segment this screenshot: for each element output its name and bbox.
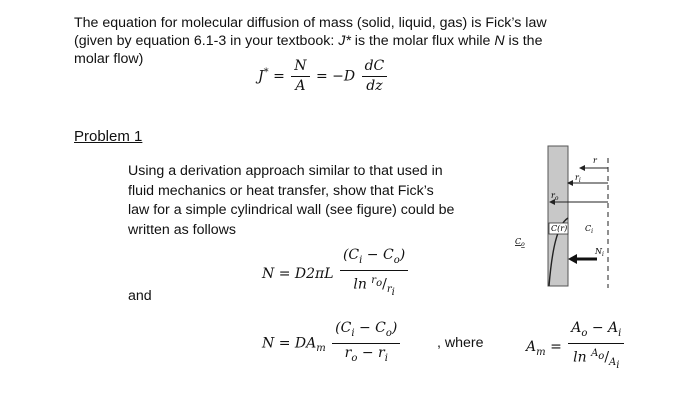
cylindrical-flow-equation-log <box>262 247 410 301</box>
flow-over-area-fraction <box>291 58 309 95</box>
fraction-denominator: $\ln ^{A_o}/_{A_i}$ <box>573 347 620 372</box>
subscript: m <box>536 346 546 358</box>
cylindrical-flow-equation-mean-area <box>262 320 402 367</box>
problem-paragraph <box>128 162 473 240</box>
ci-label: $C_i$ <box>585 224 594 235</box>
intro-line-3: molar flow) <box>74 51 144 67</box>
intro-line-2 <box>74 32 634 50</box>
ri-label: $r_i$ <box>575 173 581 184</box>
fraction-numerator: $A_o - A_i$ <box>568 320 624 344</box>
flux-symbol: J <box>258 68 264 85</box>
paragraph-line: law for a simple cylindrical wall (see figure) could be <box>128 202 455 218</box>
fraction-denominator: $\ln ^{r_o}/_{r_i}$ <box>353 274 395 299</box>
ro-label: $r_o$ <box>551 191 559 202</box>
where-label: , where <box>437 335 484 351</box>
fraction-numerator: dC <box>362 58 388 77</box>
fraction-numerator: N <box>291 58 309 77</box>
concentration-difference-fraction <box>332 320 400 367</box>
molar-flow-symbol: N <box>494 33 505 49</box>
fraction-denominator: $r_o - r_i$ <box>344 344 388 364</box>
ni-label: $N_i$ <box>595 247 604 258</box>
fraction-denominator: dz <box>366 78 383 94</box>
flux-superscript: * <box>263 66 269 78</box>
ficks-law-equation <box>258 58 389 95</box>
problem-heading: Problem 1 <box>74 128 143 145</box>
paragraph-line: Using a derivation approach similar to that used in <box>128 163 443 179</box>
intro-text: (given by equation 6.1-3 in your textbook: <box>74 33 339 49</box>
fraction-numerator: $(C_i - C_o)$ <box>332 320 400 344</box>
fraction-numerator: $(C_i - C_o)$ <box>340 247 408 271</box>
diffusivity-term: = −D <box>315 68 356 85</box>
equals-sign: = <box>273 68 285 85</box>
equation-lhs: A <box>526 339 537 356</box>
cr-label: C(r) <box>551 224 568 233</box>
subscript: m <box>316 343 326 355</box>
co-label: $C_o$ <box>515 237 525 248</box>
molar-flux-symbol: J* <box>338 33 351 49</box>
equals-sign: = <box>550 339 562 356</box>
paragraph-line: fluid mechanics or heat transfer, show that Fick’s <box>128 182 434 199</box>
equation-lhs: N = DA <box>262 335 317 352</box>
intro-text: is the molar flux while <box>350 33 495 49</box>
concentration-gradient-fraction <box>362 58 388 95</box>
log-mean-fraction <box>340 247 408 301</box>
equation-lhs: N = D2πL <box>262 266 334 283</box>
log-mean-area-equation <box>526 320 626 374</box>
fraction-denominator: A <box>295 78 306 94</box>
cylindrical-wall-figure <box>505 140 625 290</box>
intro-line-1: The equation for molecular diffusion of mass (solid, liquid, gas) is Fick’s law <box>74 15 547 31</box>
r-label: r <box>593 156 597 165</box>
paragraph-line: written as follows <box>128 221 237 238</box>
intro-text: is the <box>504 33 543 49</box>
area-log-fraction <box>568 320 624 374</box>
and-label: and <box>128 288 152 304</box>
